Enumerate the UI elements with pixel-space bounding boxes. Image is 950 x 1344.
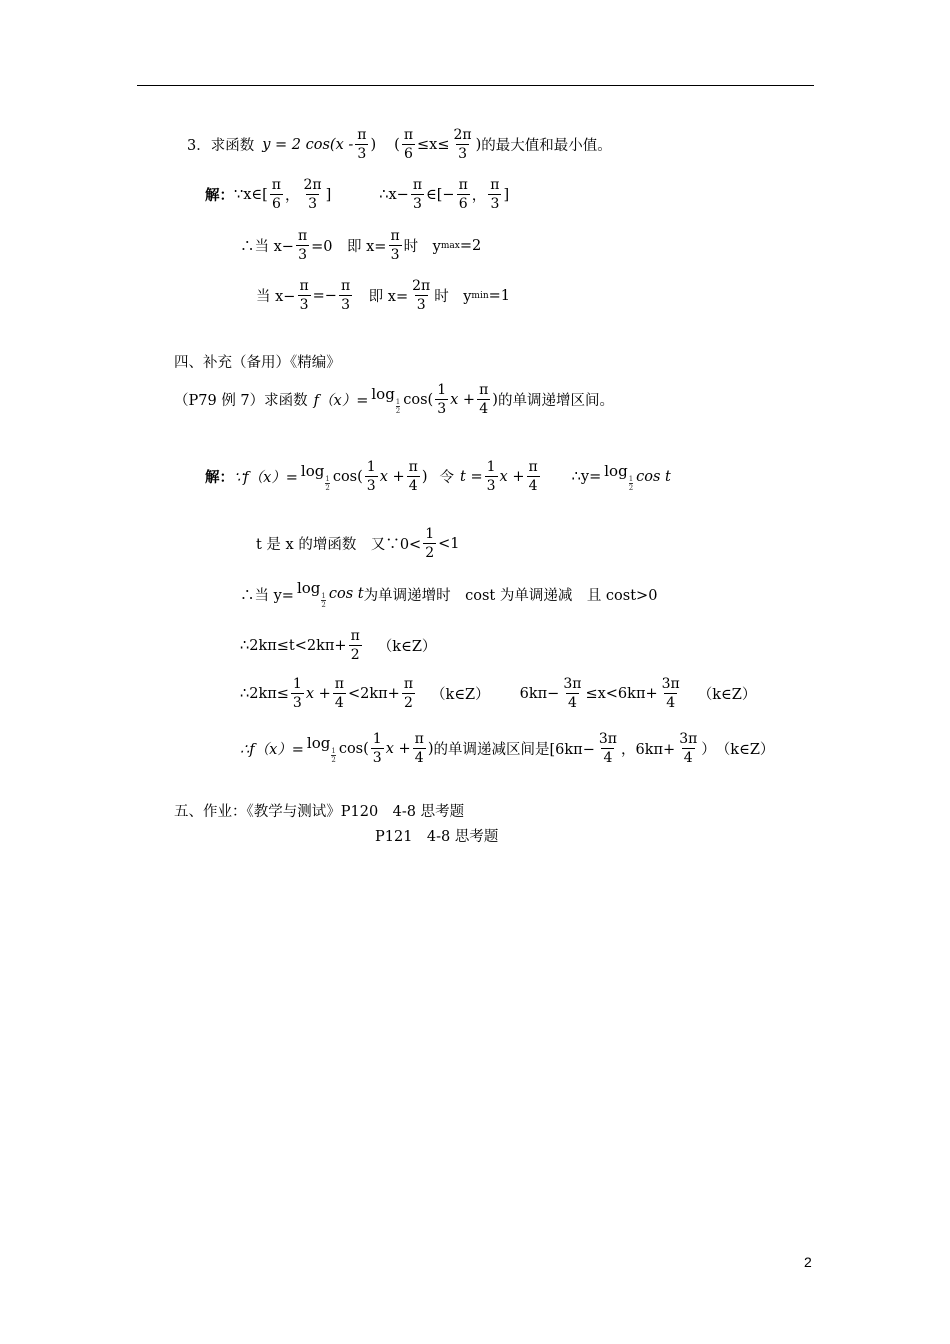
fraction-pi-3: π 3 [490,177,500,212]
fraction-pi-4: $\frac{\pi}{4}$ [408,459,418,494]
fraction-pi-4: $\frac{\pi}{4}$ [479,382,489,417]
homework-line-1: 五、作业：《教学与测试》P120 4-8 思考题 [174,804,465,820]
function-expression: y = 2 cos(x - [262,136,354,153]
page-number: 2 [804,1254,812,1270]
fraction-pi-6: $\frac{\pi}{6}$ [403,127,414,162]
example-7: （P79 例 7）求函数 f（x）= log 1 2 cos( 1 3 x + $\frac{\pi}{4}$ ) 的单调递增区间。 [174,382,614,417]
solution-2-line-4: ∴2kπ≤t<2kπ+ $\frac{\pi}{2}$ （k∈Z） [240,628,437,663]
header-rule [137,85,814,86]
log-base-half: log 1 2 [371,384,401,415]
fraction-3pi-4: $\frac{3\pi}{4}$ [563,676,582,711]
solution-label: 解： [205,469,234,486]
section-4-title: 四、补充（备用）《精编》 [174,355,341,371]
fraction-pi-3: $\frac{\pi}{3}$ [340,278,351,313]
log-base-half: log 1 2 [296,579,326,609]
fraction-pi-3: $\frac{\pi}{3}$ [299,278,309,313]
fraction-1-3: $\frac{1}{3}$ [486,459,496,494]
fraction-pi-3: $\frac{\pi}{3}$ [297,228,308,263]
fraction-2pi-3: 2π 3 [303,177,322,212]
fraction-pi-4: $\frac{\pi}{4}$ [528,459,538,494]
fraction-pi-6: $\frac{\pi}{6}$ [458,177,468,212]
fraction-pi-4: $\frac{\pi}{4}$ [334,676,344,711]
question-3: 3．求函数 y = 2 cos(x - π 3 ) ( $\frac{\pi}{6}$ ≤x≤ $\frac{2\pi}{3}$ ) 的最大值和最小值。 [187,127,612,162]
fraction-pi-3: $\frac{\pi}{3}$ [412,177,423,212]
fraction-2pi-3: $\frac{2\pi}{3}$ [453,127,472,162]
fraction-pi-2: $\frac{\pi}{2}$ [403,676,414,711]
fraction-1-3: 1 3 [372,731,382,766]
solution-1-line-1: 解： ∵x∈[ π 6 ， 2π 3 ] ∴x− $\frac{\pi}{3}$ ∈[− $\frac{\pi}{6}$ ， π 3 ] [205,177,510,212]
question-number: 3．求函数 [187,138,255,154]
fraction-2pi-3: $\frac{2\pi}{3}$ [412,278,431,313]
fraction-pi-3: $\frac{\pi}{3}$ [390,228,400,263]
fraction-3pi-4: $\frac{3\pi}{4}$ [598,731,617,766]
fraction-pi-2: $\frac{\pi}{2}$ [350,628,360,663]
solution-2-line-2: t 是 x 的增函数 又∵0< 1 2 <1 [256,526,460,561]
solution-label: 解： [205,187,234,204]
fraction-1-3: $\frac{1}{3}$ [292,676,302,711]
fraction-1-3: 1 3 [366,459,376,494]
fraction-pi-3: π 3 [357,127,367,162]
fraction-pi-6: π 6 [271,177,281,212]
fraction-3pi-4: $\frac{3\pi}{4}$ [679,731,698,766]
log-base-half: log 1 2 [604,461,634,492]
solution-2-line-3: ∴当 y= log 1 2 cos t 为单调递增时 cost 为单调递减 且 cost>0 [240,579,658,609]
fraction-3pi-4: $\frac{3\pi}{4}$ [661,676,680,711]
solution-2-line-5: ∴2kπ≤ $\frac{1}{3}$ x + $\frac{\pi}{4}$ <2kπ+ $\frac{\pi}{2}$ （k∈Z） 6kπ− $\frac{3\pi}{4}$ ≤x<6kπ+ $\frac{3\pi}{4}$ （k∈Z） [240,676,757,711]
fraction-1-3: 1 3 [437,382,447,417]
log-base-half: log 1 2 [300,461,330,492]
fraction-pi-4: $\frac{\pi}{4}$ [414,731,424,766]
homework-line-2: P121 4-8 思考题 [375,829,499,845]
solution-1-line-2: ∴当 x− $\frac{\pi}{3}$ =0 即 x= $\frac{\pi}{3}$ 时 y max =2 [240,228,482,263]
solution-2-line-1: 解： ∵f（x）= log 1 2 cos( 1 3 x + $\frac{\pi}{4}$ ) 令 t = $\frac{1}{3}$ x + $\frac{\pi}{4}$ ∴y= log 1 2 cos t [205,459,671,494]
log-base-half: log 1 2 [306,733,336,764]
solution-1-line-3: 当 x− $\frac{\pi}{3}$ =− $\frac{\pi}{3}$ 即 x= $\frac{2\pi}{3}$ 时 y min =1 [256,278,510,313]
fraction-1-2: 1 2 [425,526,435,561]
solution-2-line-6: ∴f（x）= log 1 2 cos( 1 3 x + $\frac{\pi}{4}$ ) 的单调递减区间是[6kπ− $\frac{3\pi}{4}$ ，6kπ+ $\frac{3\pi}{4}$ ） （k∈Z） [240,731,775,766]
